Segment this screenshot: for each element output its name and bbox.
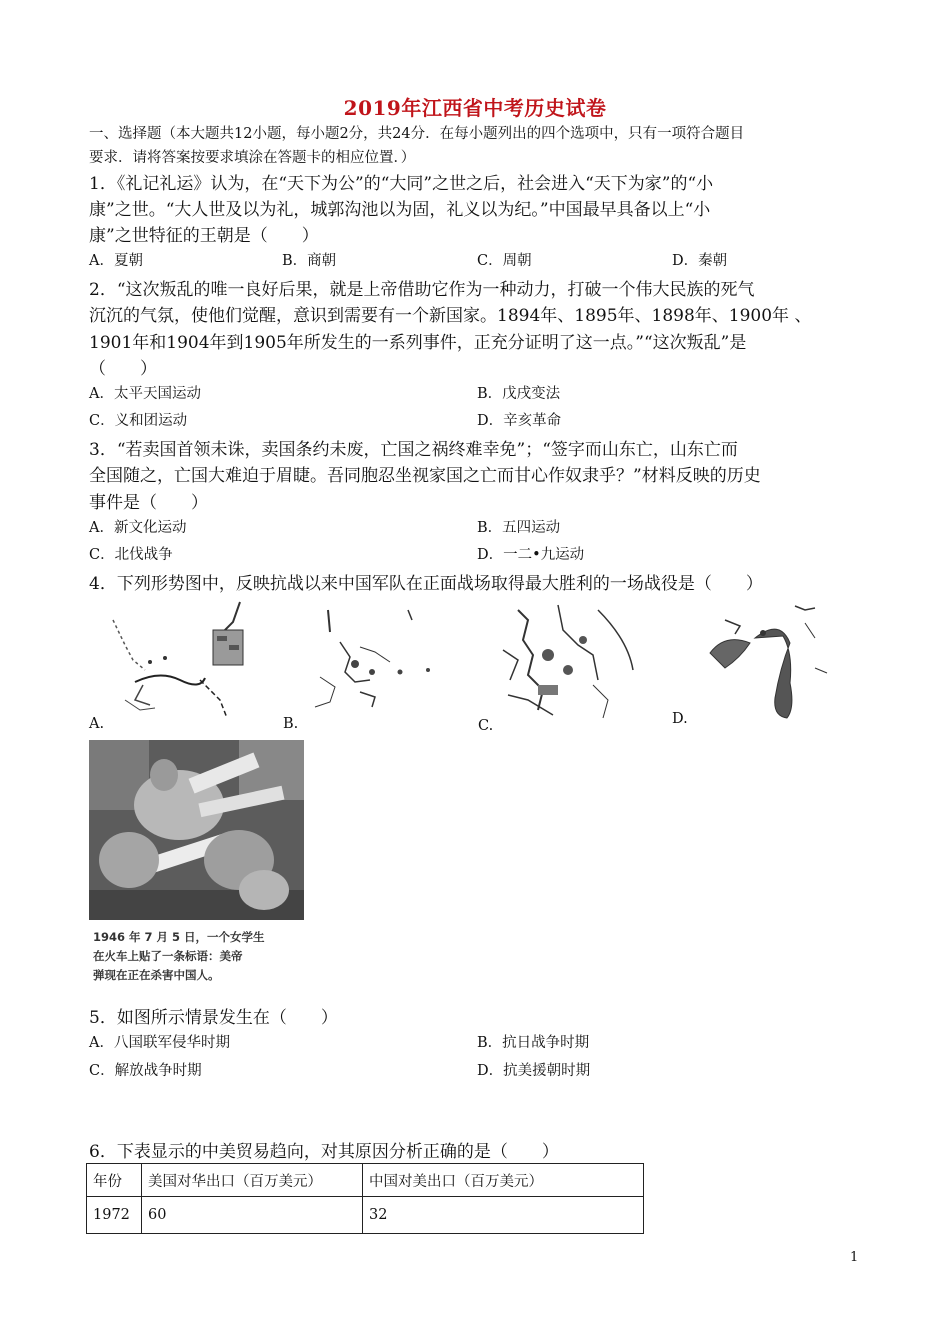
q3-line2: 全国随之，亡国大难迫于眉睫。吾同胞忍坐视家国之亡而甘心作奴隶乎？”材料反映的历史 <box>89 466 761 486</box>
header-year: 年份 <box>87 1164 142 1197</box>
trade-table <box>86 1163 644 1234</box>
q1-option-c: C．周朝 <box>477 253 532 269</box>
q6-stem: 6．下表显示的中美贸易趋向，对其原因分析正确的是（ ） <box>89 1142 559 1162</box>
header-us-export: 美国对华出口（百万美元） <box>142 1164 363 1197</box>
section-instructions-line2: 要求．请将答案按要求填涂在答题卡的相应位置．） <box>89 150 416 166</box>
cell-cn-export: 32 <box>363 1197 644 1234</box>
q1-line1: 1．《礼记礼运》认为，在“天下为公”的“大同”之世之后，社会进入“天下为家”的“小 <box>89 174 714 194</box>
q1-option-a: A．夏朝 <box>89 253 143 269</box>
historical-photo <box>89 740 304 920</box>
q3-line1: 3．“若卖国首领未诛，卖国条约未废，亡国之祸终难幸免”；“签字而山东亡，山东亡而 <box>89 440 738 460</box>
q2-option-b: B．戊戌变法 <box>477 386 561 402</box>
q2-option-a: A．太平天国运动 <box>89 386 201 402</box>
q5-option-a: A．八国联军侵华时期 <box>89 1035 230 1051</box>
photo-caption-line3: 弹现在正在杀害中国人。 <box>93 968 220 982</box>
q3-option-c: C．北伐战争 <box>89 547 173 563</box>
q2-option-d: D．辛亥革命 <box>477 413 562 429</box>
q5-stem: 5．如图所示情景发生在（ ） <box>89 1008 338 1028</box>
q2-line1: 2．“这次叛乱的唯一良好后果，就是上帝借助它作为一种动力，打破一个伟大民族的死气 <box>89 280 755 300</box>
map-a-label: A. <box>89 716 105 732</box>
photo-caption-line1: 1946 年 7 月 5 日，一个女学生 <box>93 930 265 944</box>
map-c-image <box>498 600 643 728</box>
q2-line2: 沉沉的气氛，使他们觉醒，意识到需要有一个新国家。1894年、1895年、1898年、1900年 、 <box>89 306 812 326</box>
map-a-image <box>105 600 255 725</box>
q5-option-c: C．解放战争时期 <box>89 1063 202 1079</box>
q1-option-b: B．商朝 <box>282 253 337 269</box>
page-number: 1 <box>850 1250 859 1265</box>
q3-option-b: B．五四运动 <box>477 520 561 536</box>
cell-year: 1972 <box>87 1197 142 1234</box>
map-c-label: C. <box>478 718 494 734</box>
table-row <box>87 1197 644 1234</box>
q4-stem: 4．下列形势图中，反映抗战以来中国军队在正面战场取得最大胜利的一场战役是（ ） <box>89 574 763 594</box>
q2-line4: （ ） <box>89 359 157 379</box>
section-instructions-line1: 一、选择题（本大题共12小题，每小题2分，共24分．在每小题列出的四个选项中，只有一项符合题目 <box>89 126 745 142</box>
q3-option-d: D．一二•九运动 <box>477 547 585 563</box>
q2-option-c: C．义和团运动 <box>89 413 188 429</box>
q2-line3: 1901年和1904年到1905年所发生的一系列事件，正充分证明了这一点。”“这次叛乱”是 <box>89 333 747 353</box>
q5-option-b: B．抗日战争时期 <box>477 1035 590 1051</box>
q3-line3: 事件是（ ） <box>89 493 208 513</box>
cell-us-export: 60 <box>142 1197 363 1234</box>
q5-option-d: D．抗美援朝时期 <box>477 1063 591 1079</box>
table-header-row <box>87 1164 644 1197</box>
map-d-label: D. <box>672 711 688 727</box>
page-title: 2019年江西省中考历史试卷 <box>343 96 607 120</box>
q1-option-d: D．秦朝 <box>672 253 728 269</box>
map-d-image <box>695 598 845 723</box>
q3-option-a: A．新文化运动 <box>89 520 187 536</box>
photo-caption-line2: 在火车上贴了一条标语：美帝 <box>93 949 243 963</box>
map-b-label: B. <box>283 716 299 732</box>
photo-caption <box>93 928 308 985</box>
q1-line2: 康”之世。“大人世及以为礼，城郭沟池以为固，礼义以为纪。”中国最早具备以上“小 <box>89 200 711 220</box>
header-cn-export: 中国对美出口（百万美元） <box>363 1164 644 1197</box>
q1-line3: 康”之世特征的王朝是（ ） <box>89 226 319 246</box>
map-b-image <box>300 602 440 722</box>
